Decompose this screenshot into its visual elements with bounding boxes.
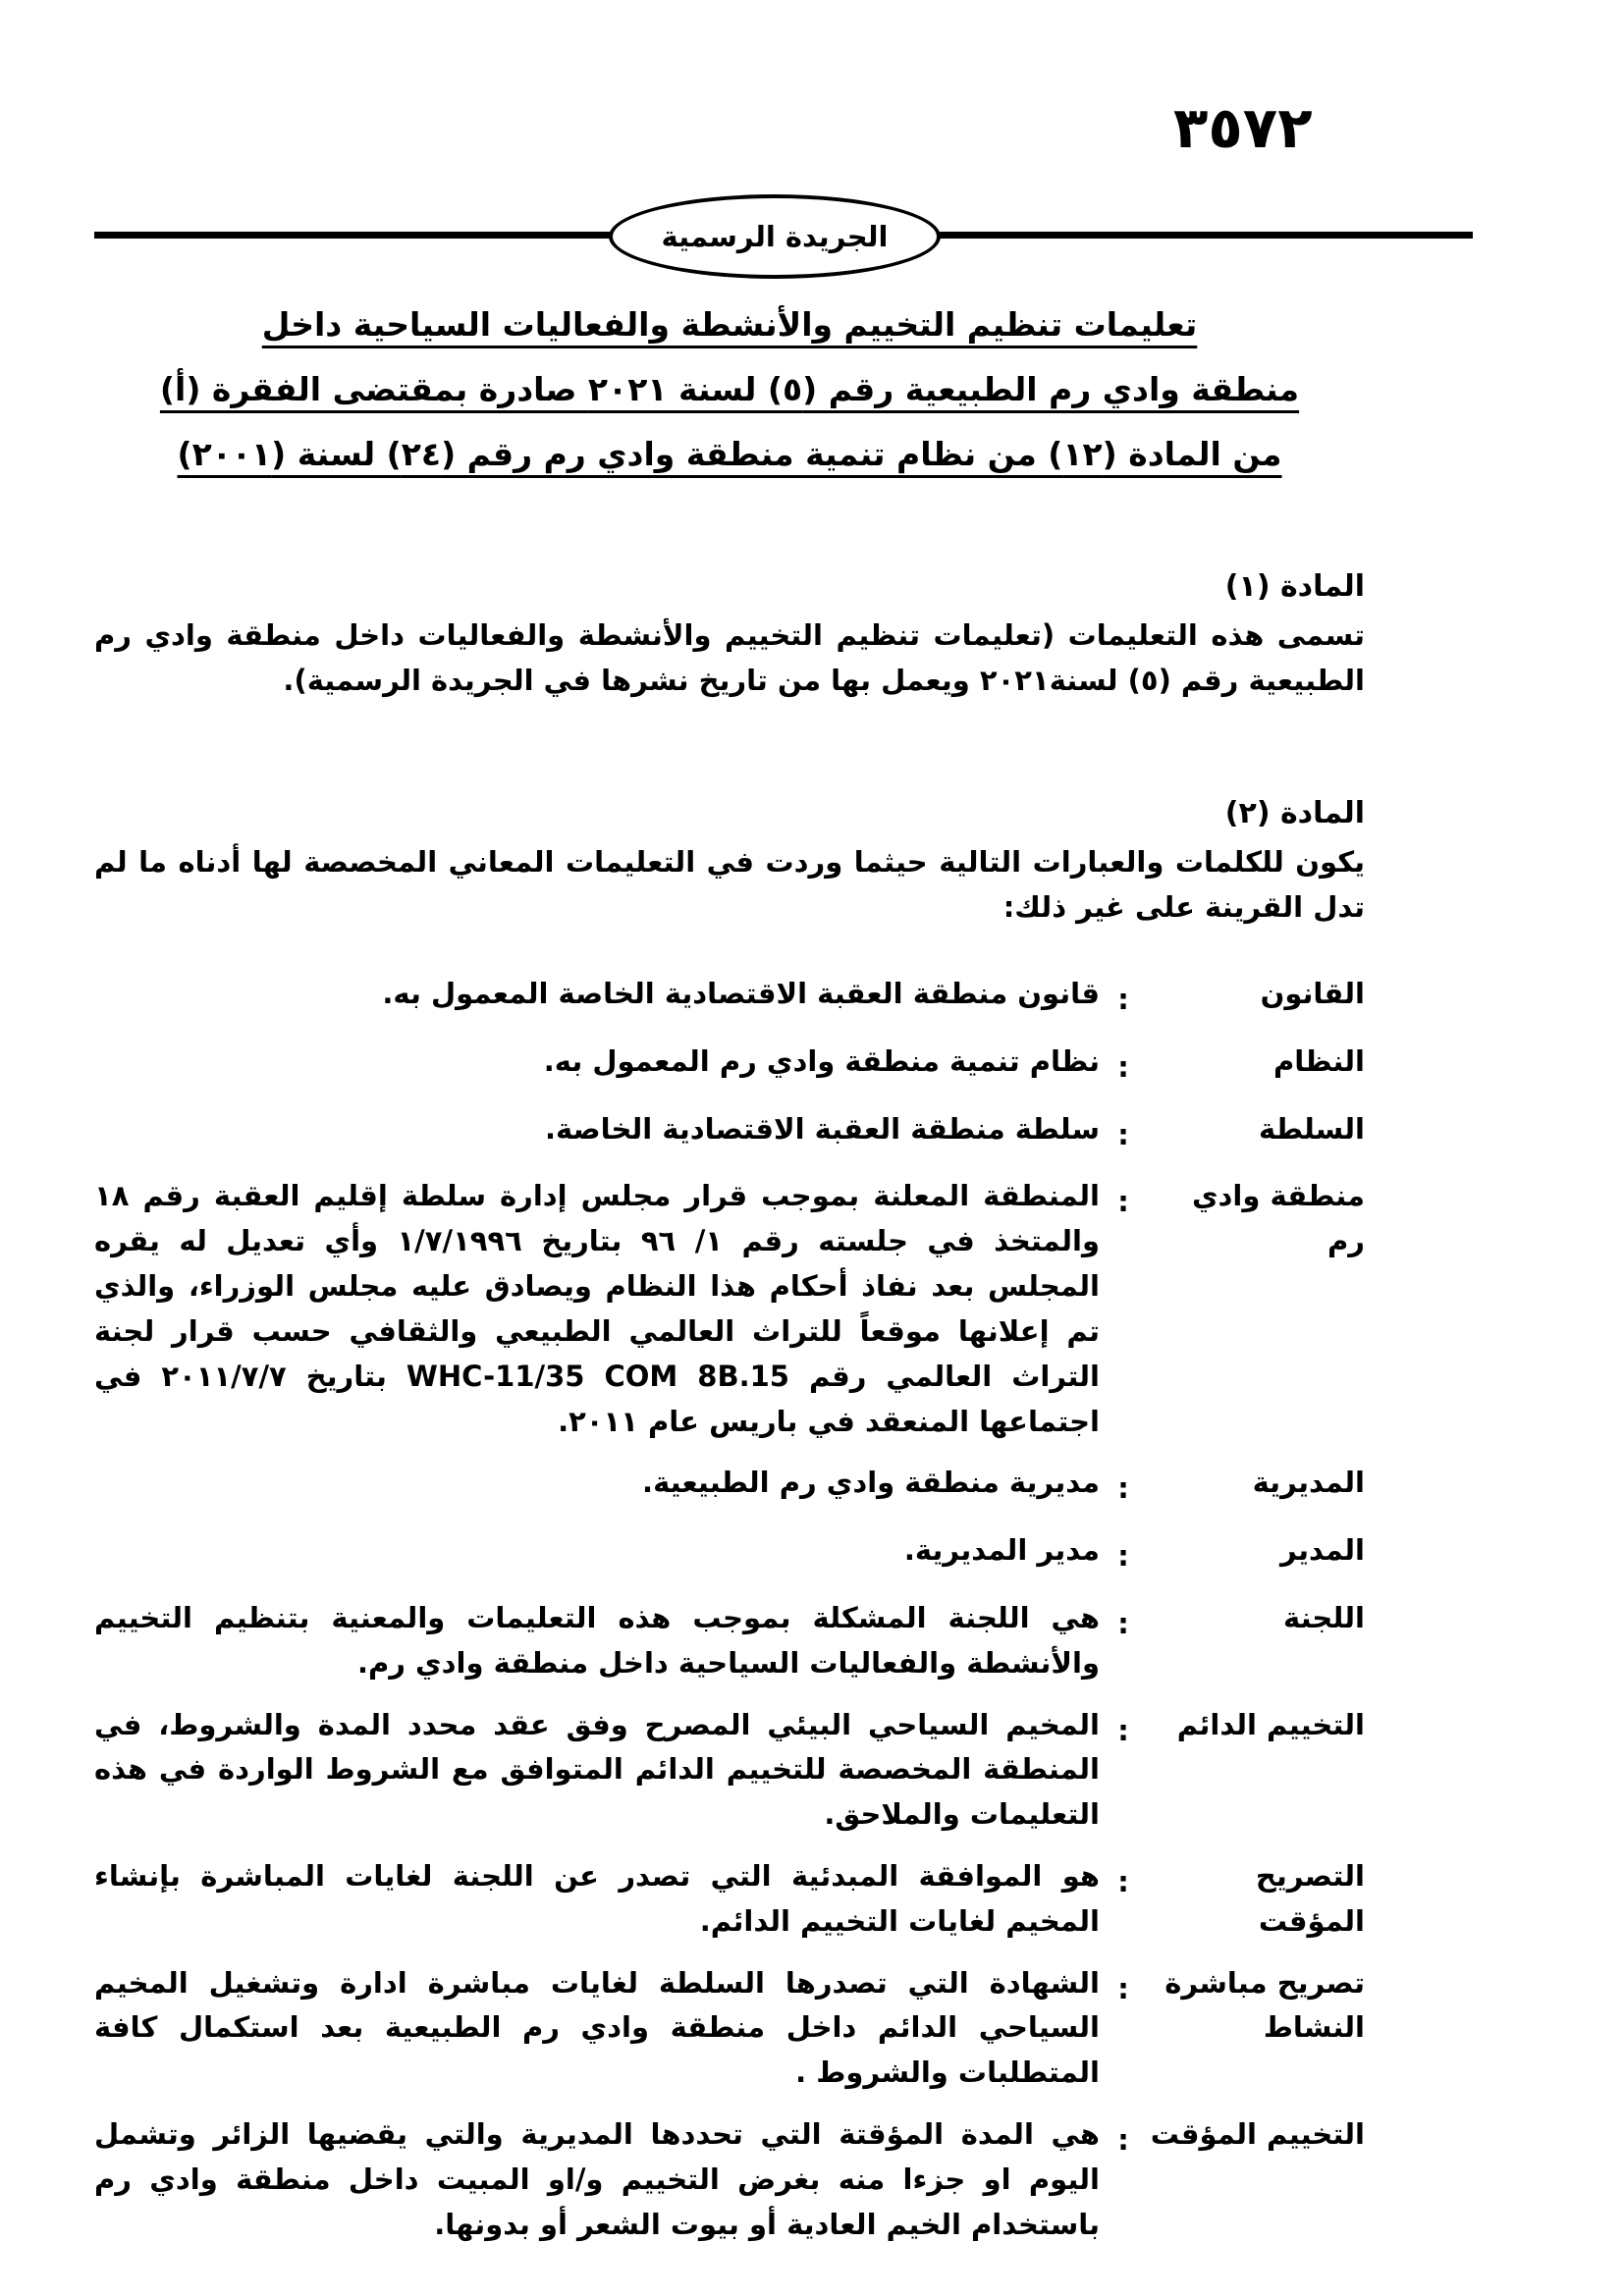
- definition-row-directorate: [94, 1461, 1365, 1512]
- definition-row-law: [94, 972, 1365, 1023]
- article-1-body: تسمى هذه التعليمات (تعليمات تنظيم التخييم والأنشطة والفعاليات داخل منطقة وادي رم الطبيعية رقم (٥) لسنة٢٠٢١ ويعمل بها من تاريخ نشرها في الجريدة الرسمية).: [94, 618, 1365, 698]
- definition-term: التخييم المؤقت: [1150, 2117, 1365, 2152]
- definition-text: مدير المديرية.: [903, 1533, 1100, 1568]
- page-number: ٣٥٧٢: [1173, 94, 1313, 161]
- definition-text: المنطقة المعلنة بموجب قرار مجلس إدارة سلطة إقليم العقبة رقم ١٨ والمتخذ في جلسته رقم ١/ ٩٦ بتاريخ ١/٧/١٩٩٦ وأي تعديل له يقره المجلس بعد نفاذ أحكام هذا النظام ويصادق عليه مجلس الوزراء، والذي تم إعلانها موقعاً للتراث العالمي الطبيعي والثقافي حسب قرار لجنة التراث العالمي رقم WHC-11/35 COM 8B.15 بتاريخ ٢٠١١/٧/٧ في اجتماعها المنعقد في باريس عام ٢٠١١.: [94, 1179, 1100, 1438]
- definition-row-permanent-camping: [94, 1703, 1365, 1838]
- definition-colon: :: [1117, 2123, 1129, 2158]
- title-line-1: تعليمات تنظيم التخييم والأنشطة والفعاليات السياحية داخل: [261, 305, 1198, 344]
- definition-colon: :: [1117, 1971, 1129, 2005]
- definition-colon: :: [1117, 1185, 1129, 1219]
- definition-row-committee: [94, 1596, 1365, 1686]
- definition-term: التخييم الدائم: [1176, 1707, 1365, 1741]
- definition-row-wadi-rum-area: [94, 1174, 1365, 1444]
- definition-colon: :: [1117, 1865, 1129, 1899]
- definition-colon: :: [1117, 1117, 1129, 1151]
- definition-text: نظام تنمية منطقة وادي رم المعمول به.: [543, 1043, 1100, 1078]
- title-line-3: من المادة (١٢) من نظام تنمية منطقة وادي رم رقم (٢٤) لسنة (٢٠٠١): [177, 435, 1282, 473]
- gazette-banner-label: الجريدة الرسمية: [661, 220, 889, 253]
- definition-term: القانون: [1260, 977, 1365, 1011]
- definition-text: مديرية منطقة وادي رم الطبيعية.: [642, 1466, 1100, 1500]
- definitions-list: [94, 972, 1365, 2248]
- definition-term: اللجنة: [1283, 1600, 1365, 1634]
- definition-row-temporary-permit: [94, 1854, 1365, 1945]
- definition-text: هي المدة المؤقتة التي تحددها المديرية والتي يقضيها الزائر وتشمل اليوم او جزءا منه بغرض التخييم و/او المبيت داخل منطقة وادي رم باستخدام الخيم العادية أو بيوت الشعر أو بدونها.: [94, 2117, 1100, 2241]
- definition-colon: :: [1117, 1539, 1129, 1574]
- document-title: [94, 293, 1365, 487]
- definition-text: هو الموافقة المبدئية التي تصدر عن اللجنة لغايات المباشرة بإنشاء المخيم لغايات التخييم الدائم.: [94, 1859, 1100, 1938]
- definition-colon: :: [1117, 983, 1129, 1017]
- definition-row-temporary-camping: [94, 2112, 1365, 2247]
- definition-term: تصريح مباشرة النشاط: [1164, 1965, 1365, 2045]
- definition-term: النظام: [1272, 1043, 1365, 1078]
- definition-row-director: [94, 1528, 1365, 1579]
- definition-row-authority: [94, 1107, 1365, 1158]
- article-2-body: يكون للكلمات والعبارات التالية حيثما وردت في التعليمات المعاني المخصصة لها أدناه ما لم تدل القرينة على غير ذلك:: [94, 845, 1365, 925]
- definition-colon: :: [1117, 1606, 1129, 1640]
- definition-text: قانون منطقة العقبة الاقتصادية الخاصة المعمول به.: [382, 977, 1100, 1011]
- definition-term: السلطة: [1258, 1111, 1365, 1146]
- title-line-2: منطقة وادي رم الطبيعية رقم (٥) لسنة ٢٠٢١ صادرة بمقتضى الفقرة (أ): [159, 370, 1300, 408]
- article-1: [94, 563, 1365, 704]
- definition-term: المدير: [1280, 1533, 1365, 1568]
- definition-term: المديرية: [1252, 1466, 1365, 1500]
- definition-colon: :: [1117, 1471, 1129, 1506]
- gazette-header: [0, 192, 1624, 281]
- definition-term: منطقة وادي رم: [1191, 1179, 1365, 1258]
- definition-text: الشهادة التي تصدرها السلطة لغايات مباشرة ادارة وتشغيل المخيم السياحي الدائم داخل منطقة وادي رم الطبيعية بعد استكمال كافة المتطلبات والشروط .: [94, 1965, 1100, 2090]
- article-2-heading: المادة (٢): [1224, 796, 1365, 831]
- definition-term: التصريح المؤقت: [1255, 1859, 1365, 1938]
- definition-row-activity-permit: [94, 1961, 1365, 2096]
- definition-text: المخيم السياحي البيئي المصرح وفق عقد محدد المدة والشروط، في المنطقة المخصصة للتخييم الدائم المتوافق مع الشروط الواردة في هذه التعليمات والملاحق.: [94, 1707, 1100, 1832]
- document-content: [94, 293, 1365, 2265]
- definition-colon: :: [1117, 1049, 1129, 1084]
- gazette-banner: [609, 194, 941, 279]
- definition-text: هي اللجنة المشكلة بموجب هذه التعليمات والمعنية بتنظيم التخييم والأنشطة والفعاليات السياحية داخل منطقة وادي رم.: [94, 1600, 1100, 1680]
- definition-colon: :: [1117, 1713, 1129, 1747]
- article-1-heading: المادة (١): [1224, 569, 1365, 604]
- article-2: [94, 790, 1365, 931]
- definition-row-regulation: [94, 1040, 1365, 1091]
- definition-text: سلطة منطقة العقبة الاقتصادية الخاصة.: [544, 1111, 1100, 1146]
